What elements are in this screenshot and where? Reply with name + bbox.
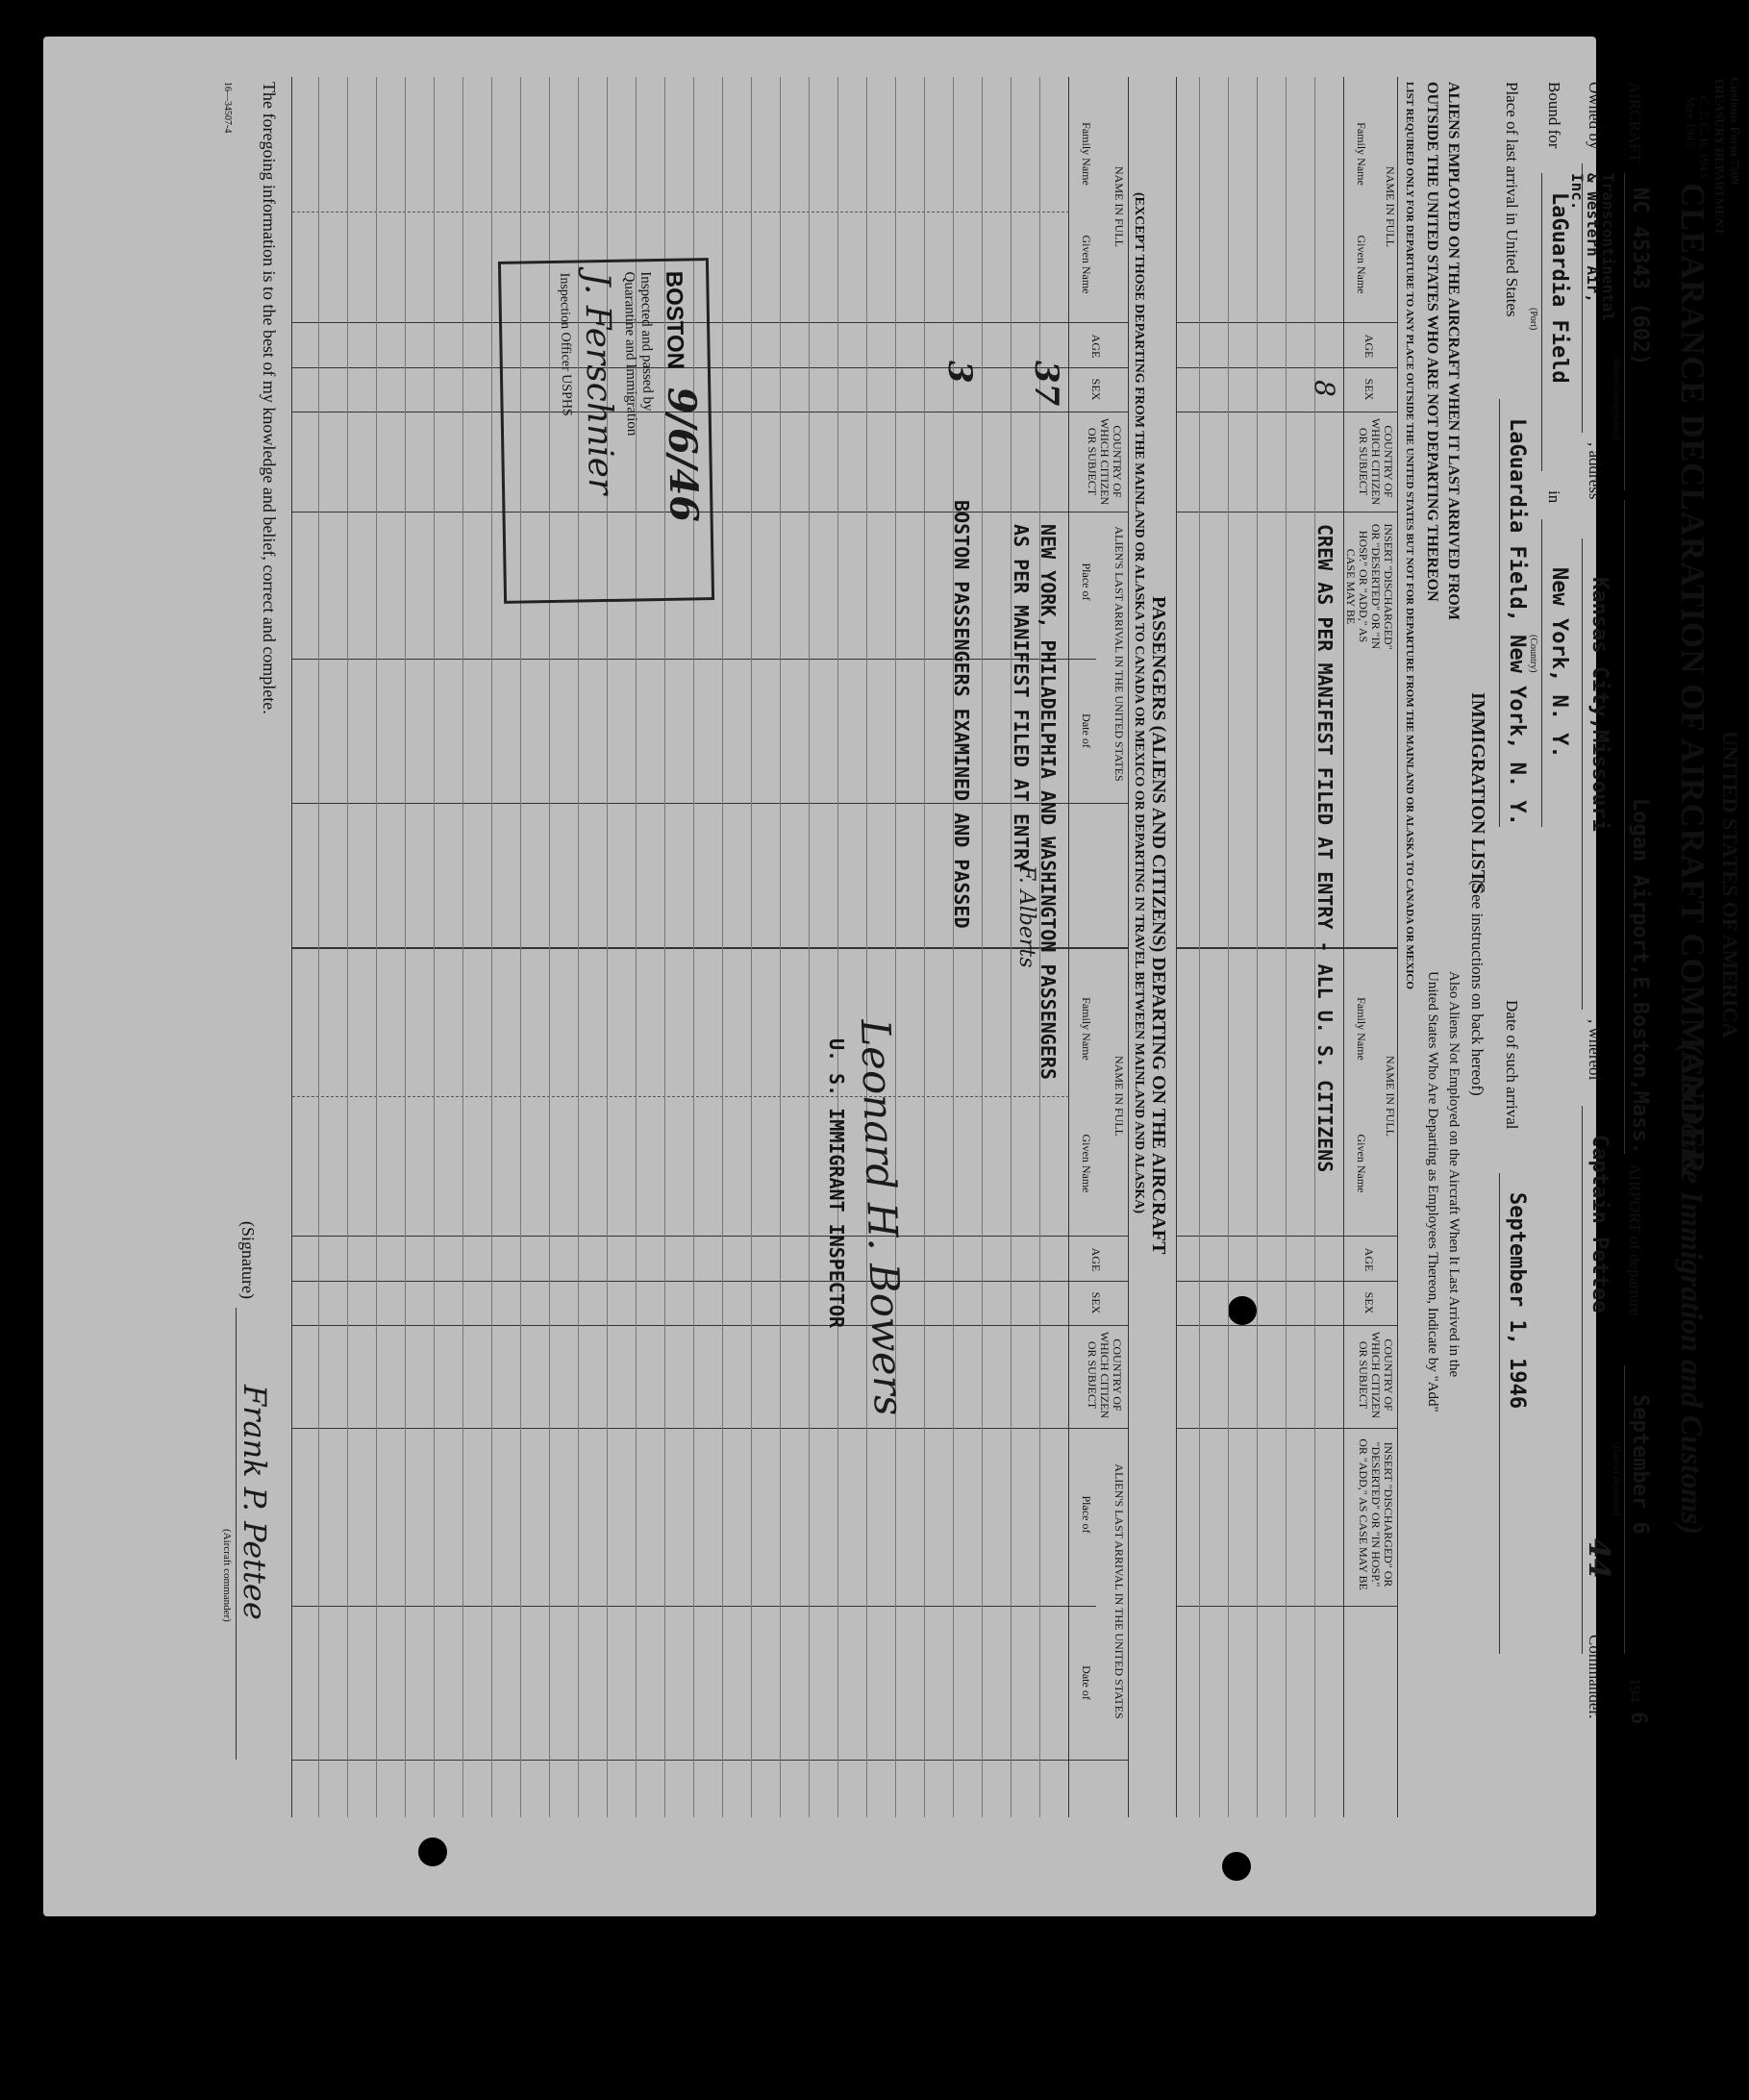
stamp-line-3: Inspection Officer USPHS [557,272,574,416]
port-caption: (Port) [1528,308,1538,331]
added-insert-header: INSERT "DISCHARGED" OR "DESERTED" OR "IN HOSP." OR "ADD," AS CASE MAY BE [1357,1438,1395,1590]
owner-value: Transcontinental & Western Air, Inc. [1568,173,1617,322]
inspector-signature: Leonard H. Bowers [851,1018,913,1417]
boston-passengers-line: BOSTON PASSENGERS EXAMINED AND PASSED [950,500,973,929]
pass2-name-header: NAME IN FULL [1112,1056,1126,1137]
last-arrival-value: LaGuardia Field, New York, N. Y. [1505,418,1529,826]
stamp-date: 9/6/46 [659,387,707,523]
aliens-heading-1: ALIENS EMPLOYED ON THE AIRCRAFT WHEN IT LAST ARRIVED FROM [1445,82,1462,620]
crew-family-name-header: Family Name [1355,122,1368,186]
added-name-header: NAME IN FULL [1384,1056,1397,1137]
passenger-entry-line-2: AS PER MANIFEST FILED AT ENTRY [1010,524,1033,872]
in-label: in [1545,490,1563,504]
crew-name-header: NAME IN FULL [1384,166,1397,247]
passenger-count-1: 37 [1027,361,1065,407]
aliens-heading-2: OUTSIDE THE UNITED STATES WHO ARE NOT DEPARTING THEREON [1424,82,1440,602]
signature-caption: (Aircraft commander) [221,1529,233,1622]
arrival-date-label: Date of such arrival [1503,1000,1521,1130]
crew-age-header: AGE [1362,334,1376,359]
airport-value: Logan Airport,E.Boston,Mass. [1628,798,1652,1155]
passenger-count-2: 3 [940,361,979,384]
year-value: 6 [1626,1712,1650,1725]
added-country-header: COUNTRY OF WHICH CITIZEN OR SUBJECT [1357,1331,1395,1419]
added-sex-header: SEX [1362,1291,1376,1314]
last-arrival-label: Place of last arrival in United States [1503,82,1521,317]
passengers-title: PASSENGERS (ALIENS AND CITIZENS) DEPARTING ON THE AIRCRAFT [1148,596,1169,1255]
pass-family-name-header: Family Name [1080,122,1093,186]
stamp-city: BOSTON [661,270,688,370]
pass-country-header: COUNTRY OF WHICH CITIZEN OR SUBJECT [1086,417,1124,506]
immigration-title: IMMIGRATION LISTS [1467,692,1488,894]
signature-label: (Signature) [238,1221,258,1299]
pass2-family-name-header: Family Name [1080,997,1093,1061]
passengers-subtitle: (EXCEPT THOSE DEPARTING FROM THE MAINLAND OR ALASKA TO CANADA OR MEXICO OR DEPARTING IN TRAVEL BETWEEN MAINLAND AND ALASKA) [1132,192,1146,1214]
form-number: Customs Form 7509 [1728,77,1742,185]
commander-number: 44 [1582,1538,1615,1579]
bound-port-value: LaGuardia Field [1547,192,1571,384]
pass-date-header: Date of [1080,713,1093,748]
whereof-label: , whereof [1586,1019,1604,1082]
form-subtitle: (Clearance Immigration and Customs) [1675,1043,1710,1536]
pass2-sex-header: SEX [1089,1291,1103,1314]
pass2-given-name-header: Given Name [1080,1134,1093,1193]
airport-label: AIRPORT of departure [1626,1163,1644,1316]
year-prefix: 194 [1626,1678,1644,1703]
address-value: Kansas City,Missouri [1587,577,1612,832]
added-aliens-heading-2: United States Who Are Departing as Employees Thereon, Indicate by "Add" [1425,971,1440,1412]
added-aliens-heading-1: Also Aliens Not Employed on the Aircraft When It Last Arrived in the [1446,971,1462,1378]
pass-sex-header: SEX [1089,378,1103,401]
stamp-signature: J. Ferschnier [577,271,621,495]
pass2-country-header: COUNTRY OF WHICH CITIZEN OR SUBJECT [1086,1331,1124,1419]
arrival-date-value: September 1, 1946 [1505,1192,1529,1410]
certification-text: The foregoing information is to the best of my knowledge and belief, correct and complete. [260,82,279,714]
address-label: , address [1586,442,1604,500]
department-name: TREASURY DEPARTMENT [1712,77,1727,236]
pass2-age-header: AGE [1089,1247,1103,1272]
passenger-initials: F. Alberts [1014,865,1038,968]
crew-insert-header: INSERT "DISCHARGED" OR "DESERTED" OR "IN HOSP." OR "ADD," AS CASE MAY BE [1344,523,1395,650]
regulation-ref: C. 7. C. R. 1943 [1697,96,1712,178]
added-family-name-header: Family Name [1355,997,1368,1061]
added-age-header: AGE [1362,1247,1376,1272]
inspector-title: U. S. IMMIGRANT INSPECTOR [825,1038,848,1329]
aircraft-label: AIRCRAFT [1626,82,1644,163]
pass2-last-arrival-header: ALIEN'S LAST ARRIVAL IN THE UNITED STATES [1112,1463,1126,1719]
list-note: LIST REQUIRED ONLY FOR DEPARTURE TO ANY PLACE OUTSIDE THE UNITED STATES BUT NOT FOR DEPARTURE FROM THE MAINLAND OR ALASKA TO CANADA OR MEXICO [1404,82,1415,989]
passenger-entry-line-1: NEW YORK, PHILADELPHIA AND WASHINGTON PASSENGERS [1037,524,1060,1080]
pass-given-name-header: Given Name [1080,235,1093,294]
commander-signature: Frank P. Pettee [237,1385,273,1620]
country-heading: UNITED STATES OF AMERICA [1718,731,1742,1038]
departure-date-caption: (Date of departure) [1611,1442,1621,1516]
print-code: 16—34507-4 [222,82,233,134]
clearance-declaration-form [207,0,1749,1880]
commander-value: Captain Pettee [1587,1135,1612,1313]
departure-date-value: September 6 [1628,1394,1652,1535]
crew-country-header: COUNTRY OF WHICH CITIZEN OR SUBJECT [1357,417,1395,506]
crew-given-name-header: Given Name [1355,235,1368,294]
bound-country-value: New York, N. Y. [1547,567,1571,759]
stamp-line-2: Quarantine and Immigration [621,271,640,437]
crew-count: 8 [1309,380,1340,397]
crew-sex-header: SEX [1362,378,1376,401]
ident-caption: (Identification marks) [1611,356,1621,440]
quarantine-stamp [498,258,714,604]
pass-name-header: NAME IN FULL [1112,166,1126,247]
immigration-instructions: (See instructions on back hereof) [1468,880,1487,1096]
commander-label: Commander. [1586,1635,1604,1719]
form-title: CLEARANCE DECLARATION OF AIRCRAFT COMMANDER [1674,183,1712,1176]
pass-age-header: AGE [1089,334,1103,359]
aircraft-value: NC 45343 (602) [1628,188,1652,366]
stamp-line-1: Inspected and passed by [637,271,656,412]
country-caption: (Country) [1528,635,1538,673]
owned-label: Owned by [1586,82,1604,150]
pass-place-header: Place of [1080,562,1093,601]
crew-entry: CREW AS PER MANIFEST FILED AT ENTRY - ALL U. S. CITIZENS [1313,524,1337,1173]
form-edition: May 1945 [1684,96,1698,148]
pass2-date-header: Date of [1080,1665,1093,1700]
pass-last-arrival-header: ALIEN'S LAST ARRIVAL IN THE UNITED STATES [1112,526,1126,782]
pass2-place-header: Place of [1080,1495,1093,1534]
bound-label: Bound for [1545,82,1563,149]
added-given-name-header: Given Name [1355,1134,1368,1193]
